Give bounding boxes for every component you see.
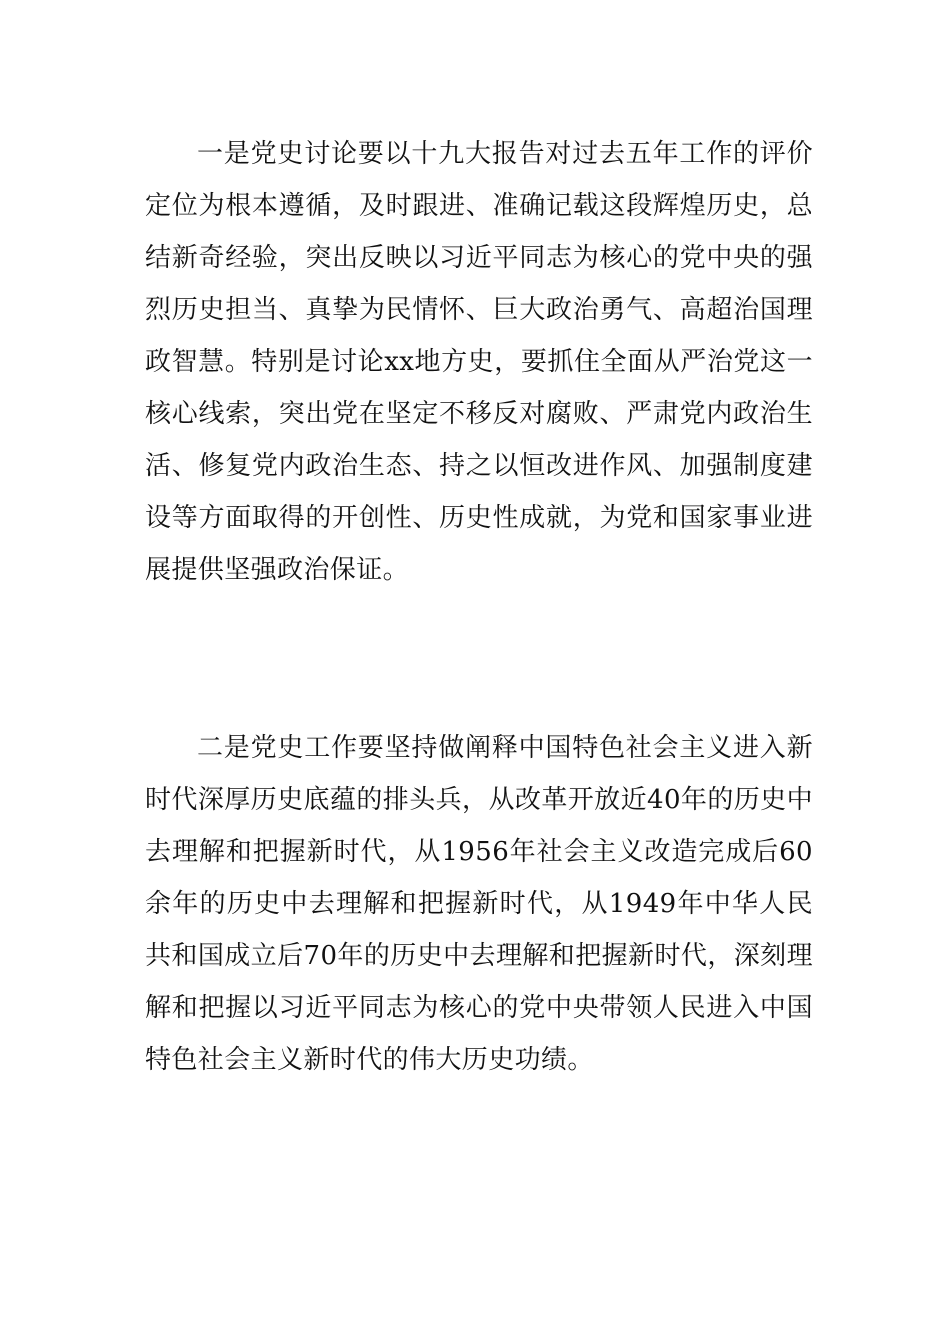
paragraph-2: 二是党史工作要坚持做阐释中国特色社会主义进入新时代深厚历史底蕴的排头兵，从改革开放近40年的历史中去理解和把握新时代，从1956年社会主义改造完成后60余年的历史中去理解和把握新时代，从1949年中华人民共和国成立后70年的历史中去理解和把握新时代，深刻理解和把握以习近平同志为核心的党中央带领人民进入中国特色社会主义新时代的伟大历史功绩。 [145, 733, 813, 1075]
paragraph-1: 一是党史讨论要以十九大报告对过去五年工作的评价定位为根本遵循，及时跟进、准确记载这段辉煌历史，总结新奇经验，突出反映以习近平同志为核心的党中央的强烈历史担当、真挚为民情怀、巨大政治勇气、高超治国理政智慧。特别是讨论xx地方史，要抓住全面从严治党这一核心线索，突出党在坚定不移反对腐败、严肃党内政治生活、修复党内政治生态、持之以恒改进作风、加强制度建设等方面取得的开创性、历史性成就，为党和国家事业进展提供坚强政治保证。 [145, 139, 813, 585]
